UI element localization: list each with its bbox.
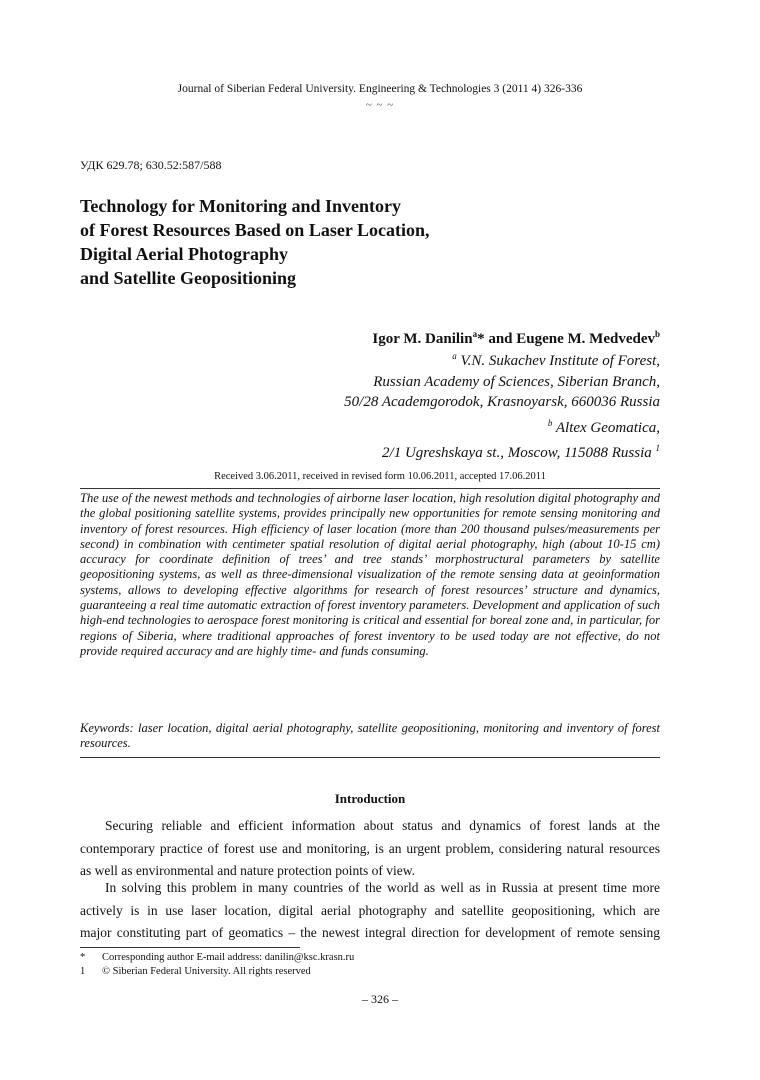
section-heading: Introduction (334, 791, 406, 806)
title-line: Digital Aerial Photography (80, 244, 288, 264)
affiliations (344, 346, 660, 464)
text-line: as well as environmental and nature protection points of view. (80, 863, 416, 878)
title-line: of Forest Resources Based on Laser Location, (80, 220, 430, 240)
footnote (80, 965, 660, 979)
abstract-bottom-rule (80, 757, 660, 758)
footnotes (80, 951, 660, 978)
text-line: major constituting part of geomatics – the newest integral direction for development of remote sensing (80, 925, 660, 940)
affiliation-mark: a (472, 329, 478, 339)
title-line: Technology for Monitoring and Inventory (80, 196, 402, 216)
footnote-mark: 1 (80, 965, 86, 977)
affiliation-text: 2/1 Ugreshskaya st., Moscow, 115088 Russia (382, 445, 656, 461)
affiliation-line (344, 346, 660, 372)
page-number: – 326 – (362, 992, 398, 1006)
body-paragraph (80, 815, 660, 883)
footnote-mark: 1 (655, 443, 660, 453)
affiliation-text: V.N. Sukachev Institute of Forest, (456, 353, 660, 369)
affiliation-line (344, 438, 660, 464)
keywords: Keywords: laser location, digital aerial photography, satellite geopositioning, monitoring and inventory of forest resources. (80, 721, 660, 751)
abstract: The use of the newest methods and technologies of airborne laser location, high resolution digital photography and the global positioning satellite systems, provides principally new opportunities for remote sensing monitoring and inventory of forest resources. High efficiency of laser location (more than 200 thousand pulses/measurements per second) in combination with centimeter spatial resolution of digital aerial photography, high (about 10-15 cm) accuracy for coordinate definition of trees’ and tree stands’ morphostructural parameters by satellite geopositioning systems, as well as three-dimensional visualization of the remote sensing data at geoinformation systems, allows to developing effective algorithms for research of forest resources’ structure and dynamics, guaranteeing a real time automatic extraction of forest inventory parameters. Development and application of such high-end technologies to aerospace forest monitoring is critical and essential for boreal zone and, in particular, for regions of Siberia, where traditional approaches of forest inventory to be used today are not effective, do not provide required accuracy and are highly time- and funds consuming. (80, 491, 660, 658)
title-line: and Satellite Geopositioning (80, 268, 297, 288)
text-line: In solving this problem in many countries of the world as well as in Russia at present time more (105, 880, 660, 895)
footnote (80, 951, 660, 965)
received-dates: Received 3.06.2011, received in revised form 10.06.2011, accepted 17.06.2011 (214, 471, 546, 482)
text-line: Securing reliable and efficient information about status and dynamics of forest lands at the (105, 818, 660, 833)
footnote-mark: * (80, 952, 86, 963)
body-paragraph (80, 877, 660, 945)
text-line: contemporary practice of forest use and monitoring, is an urgent problem, considering natural resources (80, 840, 660, 856)
affiliation-line: Russian Academy of Sciences, Siberian Branch, (373, 373, 660, 390)
abstract-top-rule (80, 488, 660, 489)
footnote-text: Corresponding author E-mail address: danilin@ksc.krasn.ru (102, 952, 355, 963)
affiliation-mark: b (654, 329, 660, 339)
paper-title (80, 194, 640, 290)
corresponding-mark: * (477, 331, 485, 347)
footnote-text: © Siberian Federal University. All rights reserved (102, 965, 311, 977)
author-conjunction: and (484, 331, 517, 347)
affiliation-line: 50/28 Academgorodok, Krasnoyarsk, 660036 Russia (344, 394, 660, 410)
author-name: Eugene M. Medvedev (516, 331, 655, 347)
affiliation-text: Altex Geomatica, (552, 419, 660, 436)
footnote-rule (80, 947, 300, 948)
journal-header: Journal of Siberian Federal University. Engineering & Technologies 3 (2011 4) 326-336 (177, 83, 583, 95)
udk-code: УДК 629.78; 630.52:587/588 (80, 158, 222, 172)
author-name: Igor M. Danilin (372, 331, 473, 347)
affiliation-line (344, 413, 660, 439)
header-separator: ~ ~ ~ (365, 99, 395, 111)
affiliation-mark: a (452, 351, 457, 361)
affiliation-mark: b (547, 417, 553, 428)
text-line: actively is in use laser location, digital aerial photography and satellite geopositioning, which are (80, 902, 660, 918)
